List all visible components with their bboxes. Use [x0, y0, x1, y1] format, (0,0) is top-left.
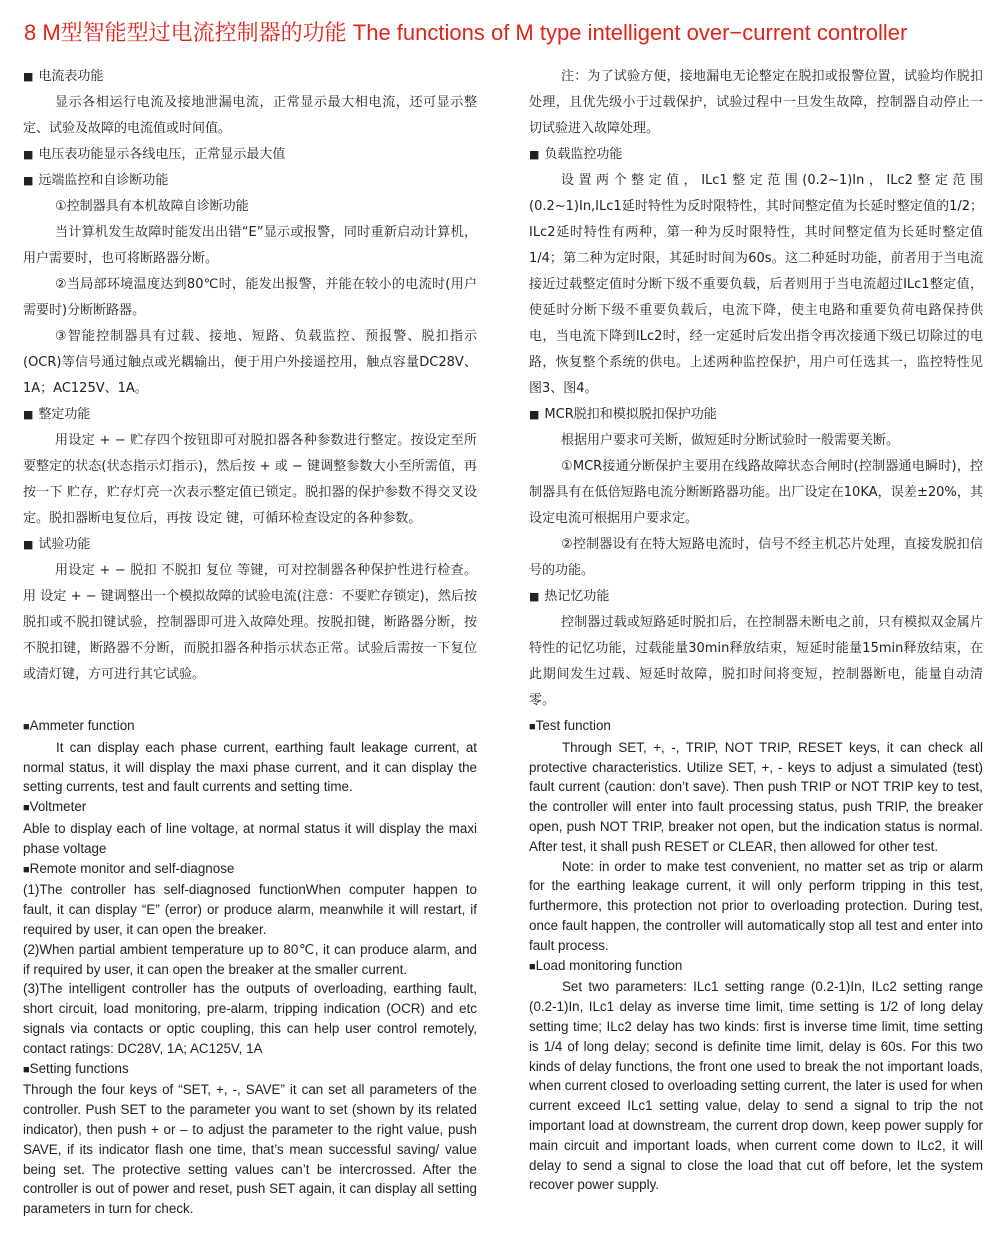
paragraph: ②控制器设有在特大短路电流时，信号不经主机芯片处理，直接发脱扣信号的功能。 — [529, 537, 983, 578]
section-heading — [23, 64, 477, 90]
right-chinese-section — [529, 64, 983, 714]
heading-text: Load monitoring function — [535, 957, 683, 973]
heading-text: Setting functions — [29, 1060, 129, 1076]
heading-text: 整定功能 — [38, 407, 91, 422]
paragraph: ①MCR接通分断保护主要用在线路故障状态合闸时(控制器通电瞬时)，控制器具有在低倍短路电流分断断路器功能。出厂设定在10KA，误差±20%，其设定电流可根据用户要求定。 — [529, 459, 983, 526]
paragraph: 控制器过载或短路延时脱扣后，在控制器未断电之前，只有模拟双金属片特性的记忆功能，过载能量30min释放结束，短延时能量15min释放结束，在此期间发生过载、短延时故障，脱扣时间将变短，控制器断电，能量自动清零。 — [529, 615, 983, 708]
paragraph: 设置两个整定值，ILc1整定范围(0.2~1)In，ILc2整定范围(0.2~1)In,ILc1延时特性为反时限特性，其时间整定值为长延时整定值的1/2；ILc2延时特性有两种，第一种为反时限特性，其时间整定值为长延时整定值1/4；第二种为定时限，其延时时间为60s。这二种延时功能，前者用于当电流接近过载整定值时分断下级不重要负载，后者则用于当电流超过ILc1整定值，使延时分断下级不重要负载后，电流下降，使主电路和重要负荷电路保持供电，当电流下降到ILc2时，经一定延时后发出指令再次接通下级已切除过的电路，恢复整个系统的供电。上述两种监控保护，用户可任选其一，监控特性见图3、图4。 — [529, 173, 983, 396]
square-bullet-icon: ■ — [23, 538, 34, 551]
heading-text: Ammeter function — [29, 718, 135, 733]
paragraph: 根据用户要求可关断，做短延时分断试验时一般需要关断。 — [561, 433, 900, 448]
paragraph: Set two parameters: ILc1 setting range (0.2-1)In, ILc2 setting range (0.2-1)In, ILc1 delay as inverse time limit, time setting is 1/2 of long delay setting time; ILc2 delay has two kinds: first is inverse time limit, time setting is 1/4 of long delay; second is definite time limit, delay is 60s. For this two kinds of delay functions, the front one used to break the not important loads, when current closed to overloading setting current, the later is used for when current exceed ILc1 setting value, delay to send a signal to trip the not important load at downstream, the current drop down, keep power supply for main circuit and important loads, when current come down to ILc2, it will delay to send a signal to close the load that cut off before, let the system recover power supply. — [529, 979, 983, 1193]
paragraph: ①控制器具有本机故障自诊断功能 — [55, 199, 249, 214]
paragraph: Through the four keys of “SET, +, -, SAVE” it can set all parameters of the controller. Push SET to the parameter you want to set (shown by its related indicator), then push + or – to adjust the parameter to the right value, push SAVE, if its indicator flash one time, that’s mean successful saving/ value being set. The protective setting values can’t be intercrossed. After the controller is out of power and reset, push SET again, it can display all setting parameters in turn for check. — [23, 1082, 477, 1217]
section-heading — [529, 402, 983, 428]
square-bullet-icon: ■ — [529, 960, 536, 973]
right-english-section — [529, 716, 983, 1195]
square-bullet-icon: ■ — [529, 408, 540, 421]
section-heading — [529, 142, 983, 168]
left-column — [23, 64, 477, 1217]
section-heading — [23, 716, 477, 738]
section-heading — [23, 168, 477, 194]
section-heading — [23, 1059, 477, 1081]
paragraph: 注：为了试验方便，接地漏电无论整定在脱扣或报警位置，试验均作脱扣处理，且优先级小于过载保护，试验过程中一旦发生故障，控制器自动停止一切试验进入故障处理。 — [529, 69, 983, 136]
heading-text: 负载监控功能 — [544, 147, 623, 162]
square-bullet-icon: ■ — [529, 721, 536, 733]
square-bullet-icon: ■ — [23, 802, 30, 815]
square-bullet-icon: ■ — [23, 408, 34, 421]
left-chinese-section — [23, 64, 477, 688]
heading-text: 试验功能 — [38, 537, 91, 552]
square-bullet-icon: ■ — [23, 174, 34, 187]
section-heading — [23, 532, 477, 558]
square-bullet-icon: ■ — [23, 70, 34, 83]
heading-text: 电压表功能显示各线电压，正常显示最大值 — [38, 147, 286, 162]
paragraph: 用设定 + − 贮存四个按钮即可对脱扣器各种参数进行整定。按设定至所要整定的状态(状态指示灯指示)，然后按 + 或 − 键调整参数大小至所需值，再按一下 贮存，贮存灯亮一次表示整定值已锁定。脱扣器的保护参数不得交叉设定。脱扣器断电复位后，再按 设定 键，可循环检查设定的各种参数。 — [23, 433, 477, 526]
section-heading — [23, 797, 477, 819]
square-bullet-icon: ■ — [23, 863, 30, 876]
section-heading — [529, 584, 983, 610]
paragraph: 显示各相运行电流及接地泄漏电流，正常显示最大相电流，还可显示整定、试验及故障的电流值或时间值。 — [23, 95, 477, 136]
paragraph: (1)The controller has self-diagnosed functionWhen computer happen to fault, it can display “E” (error) or produce alarm, meanwhile it will restart, if required by user, it can open the breaker. — [23, 882, 477, 937]
paragraph: ③智能控制器具有过载、接地、短路、负载监控、预报警、脱扣指示(OCR)等信号通过触点或光耦输出，便于用户外接遥控用，触点容量DC28V、1A；AC125V、1A。 — [23, 329, 477, 396]
section-heading — [529, 716, 983, 738]
square-bullet-icon: ■ — [529, 148, 540, 161]
paragraph: (2)When partial ambient temperature up to 80℃, it can produce alarm, and if required by user, it can open the breaker at the smaller current. — [23, 941, 477, 977]
right-column — [529, 64, 983, 1193]
section-heading — [23, 859, 477, 881]
heading-text: Voltmeter — [29, 799, 87, 815]
square-bullet-icon: ■ — [23, 1063, 30, 1076]
square-bullet-icon: ■ — [23, 148, 34, 161]
square-bullet-icon: ■ — [529, 590, 540, 603]
paragraph: Through SET, +, -, TRIP, NOT TRIP, RESET keys, it can check all protective characteristics. Utilize SET, +, - keys to adjust a simulated (test) fault current (caution: don’t save). Then push TRIP or NOT TRIP key to test, the controller will enter into fault processing status, push TRIP, the breaker open, push NOT TRIP, breaker not open, but the indication status is normal. After test, it shall push RESET or CLEAR, then allowed for other test. — [529, 739, 983, 854]
paragraph: (3)The intelligent controller has the outputs of overloading, earthing fault, short circuit, load monitoring, pre-alarm, tripping indication (OCR) and etc signals via contacts or optic coupling, this can help user control remotely, contact ratings: DC28V, 1A; AC125V, 1A — [23, 981, 477, 1056]
section-heading — [23, 142, 477, 168]
heading-text: 远端监控和自诊断功能 — [38, 173, 169, 188]
heading-text: Remote monitor and self-diagnose — [29, 860, 235, 876]
paragraph: ②当局部环境温度达到80℃时，能发出报警，并能在较小的电流时(用户需要时)分断断路器。 — [23, 277, 477, 318]
paragraph: It can display each phase current, earthing fault leakage current, at normal status, it will display the maxi phase current, and it can display the setting currents, test and fault currents and setting time. — [23, 739, 477, 795]
paragraph: Note: in order to make test convenient, no matter set as trip or alarm for the earthing leakage current, it will only perform tripping in this test, furthermore, this protection not prior to overloading protection. During test, once fault happen, the controller will automatically stop all test and enter into fault process. — [529, 858, 983, 953]
heading-text: Test function — [535, 718, 611, 733]
section-heading — [529, 956, 983, 978]
left-english-section — [23, 716, 477, 1219]
paragraph: 用设定 + − 脱扣 不脱扣 复位 等键，可对控制器各种保护性进行检查。用 设定 + − 键调整出一个模拟故障的试验电流(注意：不要贮存锁定)，然后按 脱扣或不脱扣键试验，控制器即可进入故障处理。按脱扣键，断路器分断，按不脱扣键，断路器不分断，而脱扣器各种指示状态正常。试验后需按一下复位或清灯键，方可进行其它试验。 — [23, 563, 477, 682]
heading-text: MCR脱扣和模拟脱扣保护功能 — [544, 407, 717, 422]
heading-text: 热记忆功能 — [544, 589, 610, 604]
page-title: 8 M型智能型过电流控制器的功能 The functions of M type intelligent over−current controller — [24, 20, 908, 45]
heading-text: 电流表功能 — [38, 69, 104, 84]
paragraph: 当计算机发生故障时能发出出错“E”显示或报警，同时重新启动计算机，用户需要时，也可将断路器分断。 — [23, 225, 477, 266]
square-bullet-icon: ■ — [23, 721, 30, 733]
section-heading — [23, 402, 477, 428]
paragraph: Able to display each of line voltage, at normal status it will display the maxi phase voltage — [23, 820, 477, 856]
